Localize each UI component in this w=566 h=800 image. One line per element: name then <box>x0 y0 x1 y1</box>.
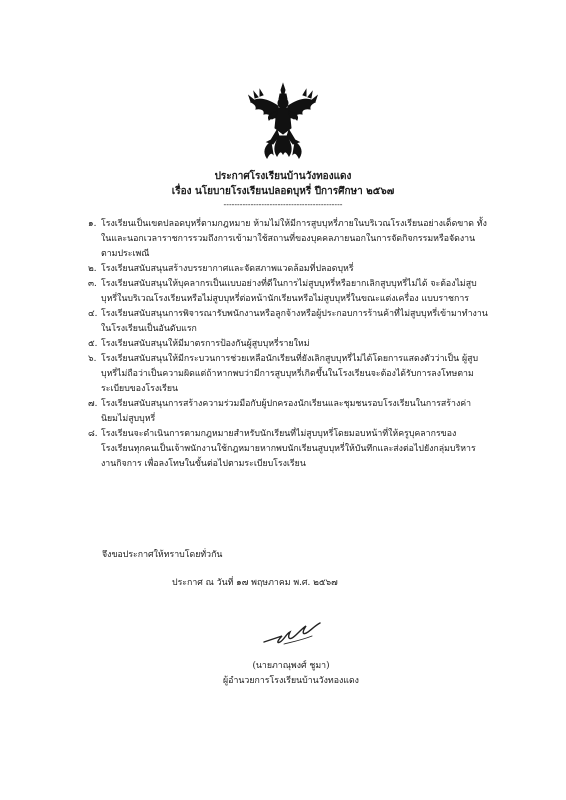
policy-item-text: โรงเรียนสนับสนุนให้บุคลากรเป็นแบบอย่างที่ดีในการไม่สูบบุหรี่หรือยากเลิกสูบบุหรี่ไม่ได้ จะต้องไม่สูบบุหรี่ในบริเวณโรงเรียนหรือไม่สูบบุหรี่ต่อหน้านักเรียนหรือไม่สูบบุหรี่ในขณะแต่งเครื่อง แบบราชการ <box>101 279 477 304</box>
policy-item <box>88 262 488 277</box>
policy-list <box>88 217 488 472</box>
announcement-date: ประกาศ ณ วันที่ ๑๗ พฤษภาคม พ.ศ. ๒๕๖๗ <box>172 578 338 588</box>
policy-item <box>88 337 488 352</box>
policy-item-text: โรงเรียนสนับสนุนให้มีมาตรการป้องกันผู้สูบบุหรี่รายใหม่ <box>101 339 310 349</box>
policy-item-text: โรงเรียนจะดำเนินการตามกฎหมายสำหรับนักเรียนที่ไม่สูบบุหรี่โดยมอบหน้าที่ให้ครูบุคลากรของโรงเรียนทุกคนเป็นเจ้าพนักงานใช้กฎหมายหากพบนักเรียนสูบบุหรี่ให้บันทึกและส่งต่อไปยังกลุ่มบริหารงานกิจการ เพื่อลงโทษในขั้นต่อไปตามระเบียบโรงเรียน <box>101 429 476 469</box>
policy-item <box>88 397 488 427</box>
signer-name: (นายภาณุพงศ์ ชูมา) <box>252 661 330 671</box>
closing-statement: จึงขอประกาศให้ทราบโดยทั่วกัน <box>102 550 223 560</box>
policy-item-text: โรงเรียนเป็นเขตปลอดบุหรี่ตามกฎหมาย ห้ามไม่ให้มีการสูบบุหรี่ภายในบริเวณโรงเรียนอย่างเด็ดขาด ทั้งในและนอกเวลาราชการรวมถึงการเข้ามาใช้สถานที่ของบุคคลภายนอกในการจัดกิจกรรมหรือจัดงานตามประเพณี <box>101 219 487 259</box>
policy-item <box>88 277 488 307</box>
policy-item-text: โรงเรียนสนับสนุนการสร้างความร่วมมือกับผู้ปกครองนักเรียนและชุมชนรอบโรงเรียนในการสร้างค่านิยมไม่สูบบุหรี่ <box>101 399 472 424</box>
policy-item <box>88 352 488 397</box>
policy-item-number: ๖. <box>88 354 97 364</box>
policy-item-number: ๘. <box>88 429 98 439</box>
policy-item <box>88 427 488 472</box>
policy-item-number: ๓. <box>88 279 97 289</box>
garuda-emblem-icon <box>247 82 319 162</box>
title-separator: -------------------------------------------- <box>223 200 343 209</box>
handwritten-signature-icon <box>262 620 322 646</box>
policy-item-number: ๑. <box>88 219 97 229</box>
announcement-title: ประกาศโรงเรียนบ้านวังทองแดง <box>214 171 352 182</box>
policy-item <box>88 217 488 262</box>
policy-item-text: โรงเรียนสนับสนุนให้มีกระบวนการช่วยเหลือนักเรียนที่ยังเลิกสูบบุหรี่ไม่ได้โดยการแสดงตัวว่าเป็น ผู้สูบบุหรี่ไม่ถือว่าเป็นความผิดแต่ถ้าหากพบว่ามีการสูบบุหรี่เกิดขึ้นในโรงเรียนจะต้องได้รับการลงโทษตามระเบียบของโรงเรียน <box>101 354 479 394</box>
policy-item-number: ๔. <box>88 309 98 319</box>
policy-item-number: ๕. <box>88 339 98 349</box>
policy-item <box>88 307 488 337</box>
policy-item-number: ๒. <box>88 264 97 274</box>
policy-item-text: โรงเรียนสนับสนุนการพิจารณารับพนักงานหรือลูกจ้างหรือผู้ประกอบการร้านค้าที่ไม่สูบบุหรี่เข้ามาทำงานในโรงเรียนเป็นอันดับแรก <box>101 309 488 334</box>
policy-item-text: โรงเรียนสนับสนุนสร้างบรรยากาศและจัดสภาพแวดล้อมที่ปลอดบุหรี่ <box>101 264 354 274</box>
signer-position: ผู้อำนวยการโรงเรียนบ้านวังทองแดง <box>223 676 359 686</box>
policy-item-number: ๗. <box>88 399 98 409</box>
announcement-subject: เรื่อง นโยบายโรงเรียนปลอดบุหรี่ ปีการศึกษา ๒๕๖๗ <box>171 186 395 197</box>
